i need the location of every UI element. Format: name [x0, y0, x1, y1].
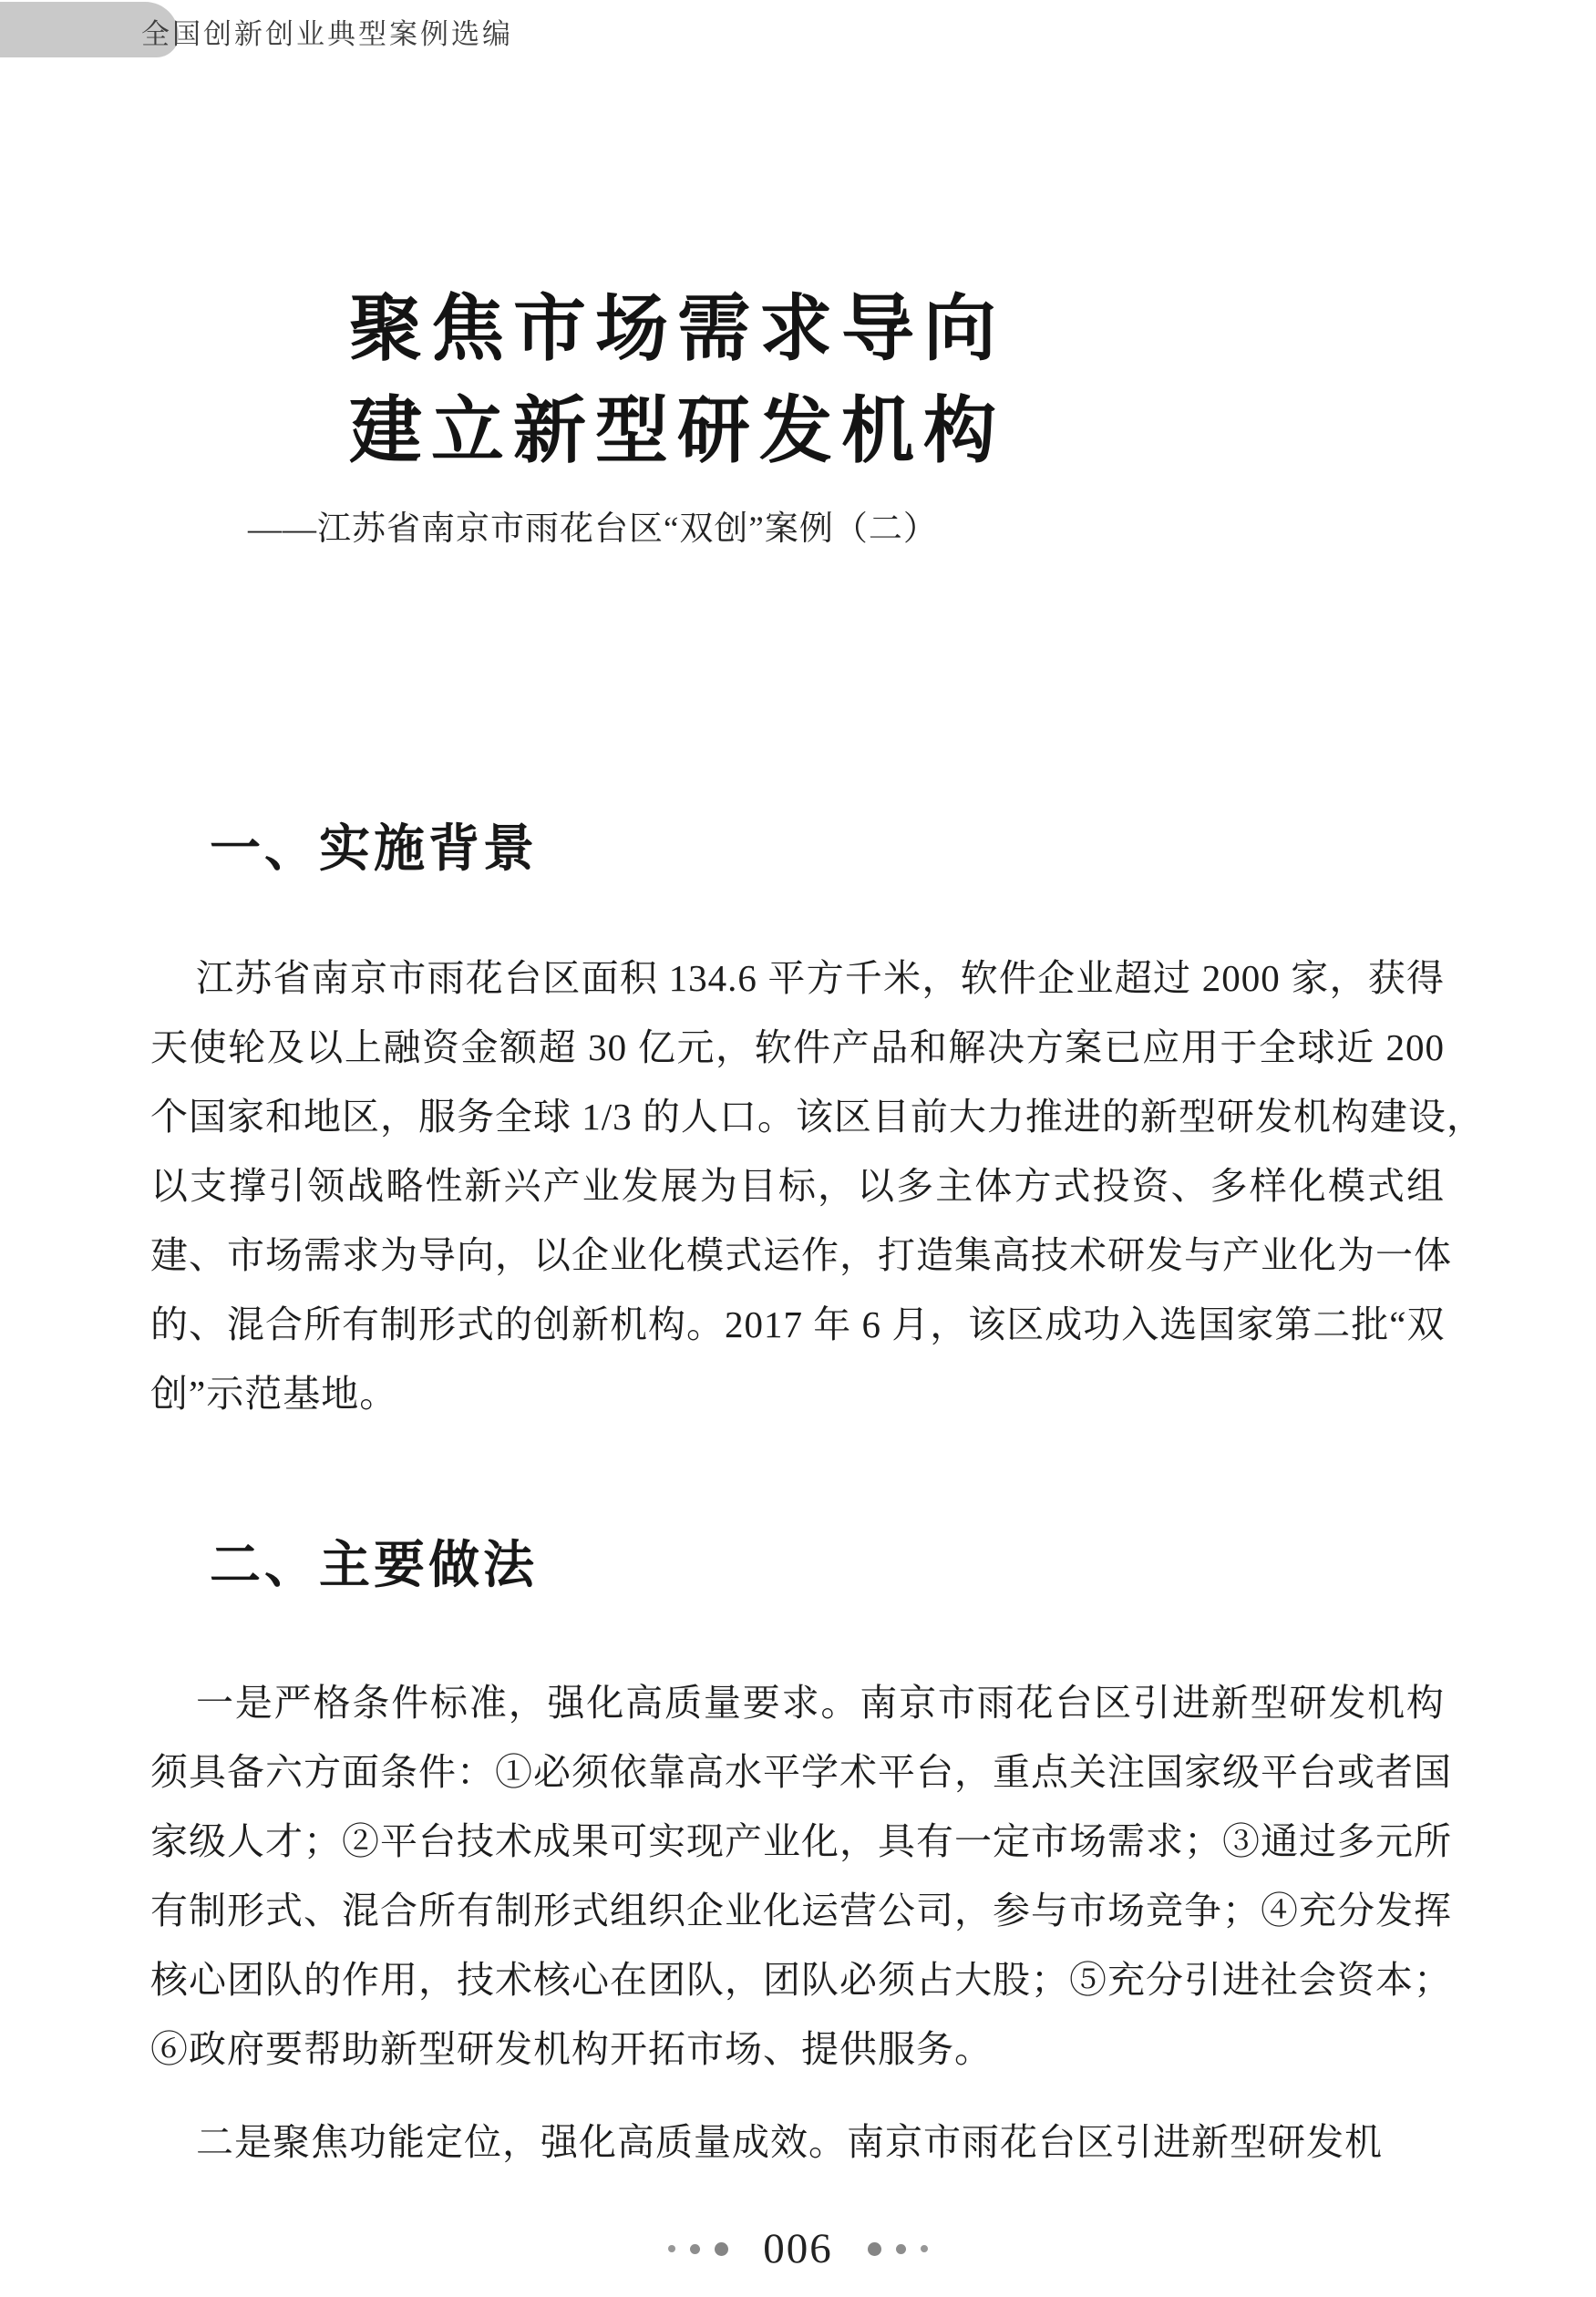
paragraph-line: 的、混合所有制形式的创新机构。2017 年 6 月，该区成功入选国家第二批“双 [150, 1303, 1446, 1345]
paragraph-line: 须具备六方面条件：①必须依靠高水平学术平台，重点关注国家级平台或者国 [150, 1751, 1452, 1793]
paragraph-line: ⑥政府要帮助新型研发机构开拓市场、提供服务。 [150, 2028, 993, 2070]
footer-ornament-dot-large-right [868, 2242, 881, 2256]
paragraph-line: 一是严格条件标准，强化高质量要求。南京市雨花台区引进新型研发机构 [196, 1682, 1445, 1724]
paragraph-line: 个国家和地区，服务全球 1/3 的人口。该区目前大力推进的新型研发机构建设， [150, 1096, 1485, 1138]
page-number: 006 [763, 2225, 833, 2272]
section-heading-main-practices: 二、主要做法 [210, 1536, 538, 1593]
footer-ornament-dot-medium-left [690, 2244, 700, 2254]
article-title-line-1: 聚焦市场需求导向 [349, 290, 1005, 370]
paragraph-line: 有制形式、混合所有制形式组织企业化运营公司，参与市场竞争；④充分发挥 [150, 1890, 1452, 1931]
paragraph-practice-two [150, 2107, 1445, 2177]
footer-ornament-dot-small-left [668, 2245, 675, 2252]
footer-ornament-dot-large-left [715, 2242, 728, 2256]
paragraph-line: 江苏省南京市雨花台区面积 134.6 平方千米，软件企业超过 2000 家，获得 [196, 957, 1445, 999]
running-head-book-title: 全国创新创业典型案例选编 [141, 18, 513, 50]
paragraph-background [150, 943, 1485, 1428]
paragraph-line: 建、市场需求为导向，以企业化模式运作，打造集高技术研发与产业化为一体 [150, 1234, 1452, 1276]
page-footer [0, 2217, 1596, 2281]
paragraph-line: 以支撑引领战略性新兴产业发展为目标，以多主体方式投资、多样化模式组 [150, 1165, 1445, 1207]
section-heading-implementation-background: 一、实施背景 [210, 819, 538, 877]
paragraph-line: 二是聚焦功能定位，强化高质量成效。南京市雨花台区引进新型研发机 [196, 2121, 1383, 2163]
article-subtitle: ——江苏省南京市雨花台区“双创”案例（二） [248, 510, 938, 548]
footer-ornament-dot-medium-right [896, 2244, 906, 2254]
footer-ornament-dot-small-right [921, 2245, 928, 2252]
article-title-line-2: 建立新型研发机构 [349, 392, 1005, 472]
paragraph-line: 天使轮及以上融资金额超 30 亿元，软件产品和解决方案已应用于全球近 200 [150, 1026, 1445, 1068]
paragraph-line: 创”示范基地。 [150, 1373, 398, 1415]
paragraph-line: 核心团队的作用，技术核心在团队，团队必须占大股；⑤充分引进社会资本； [150, 1959, 1452, 2001]
paragraph-line: 家级人才；②平台技术成果可实现产业化，具有一定市场需求；③通过多元所 [150, 1820, 1452, 1862]
paragraph-practice-one [150, 1668, 1452, 2084]
